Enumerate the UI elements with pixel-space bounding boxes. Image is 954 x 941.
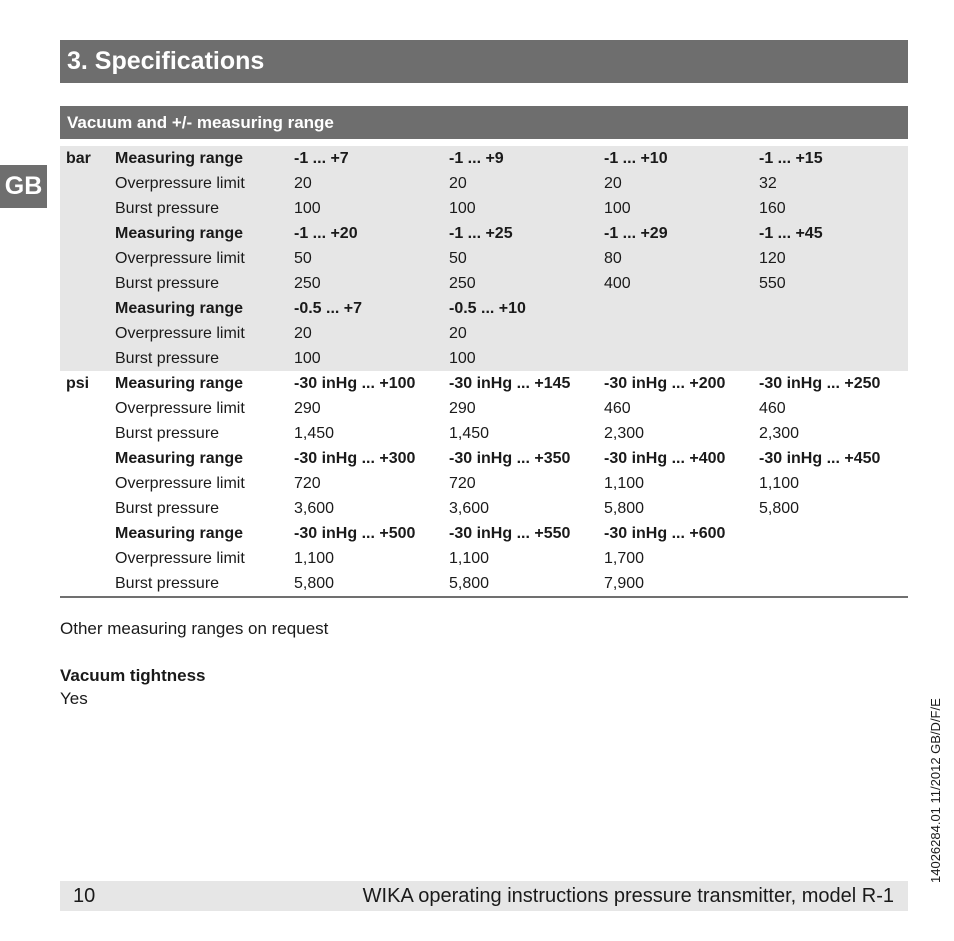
value-cell: 32 <box>759 171 908 196</box>
value-cell: -30 inHg ... +500 <box>294 524 416 542</box>
value-cell: -30 inHg ... +145 <box>449 374 571 392</box>
value-cell: -1 ... +10 <box>604 146 759 171</box>
vacuum-tightness-value: Yes <box>60 689 88 708</box>
value-cell: 7,900 <box>604 571 759 597</box>
unit-cell <box>60 271 115 296</box>
value-cell: 290 <box>294 399 321 417</box>
value-cell: 2,300 <box>759 424 800 442</box>
value-cell: 5,800 <box>449 571 604 597</box>
table-row <box>60 246 908 271</box>
value-cell: 100 <box>449 346 604 371</box>
value-cell: 120 <box>759 246 908 271</box>
value-cell: 550 <box>759 271 908 296</box>
value-cell <box>604 321 759 346</box>
unit-cell <box>60 246 115 271</box>
unit-cell <box>60 496 115 521</box>
value-cell: 720 <box>294 474 321 492</box>
value-cell: -30 inHg ... +100 <box>294 374 416 392</box>
value-cell: 400 <box>604 271 759 296</box>
value-cell: -30 inHg ... +550 <box>449 524 571 542</box>
value-cell: 100 <box>294 346 449 371</box>
value-cell: 1,100 <box>449 549 490 567</box>
row-label: Burst pressure <box>115 424 220 442</box>
row-label: Overpressure limit <box>115 171 294 196</box>
language-tab: GB <box>0 165 47 208</box>
value-cell: -1 ... +7 <box>294 146 449 171</box>
row-label: Measuring range <box>115 296 294 321</box>
table-row <box>60 496 908 521</box>
table-row <box>60 471 908 496</box>
unit-cell <box>60 446 115 471</box>
row-label: Burst pressure <box>115 196 294 221</box>
value-cell: 5,800 <box>604 499 645 517</box>
value-cell <box>759 546 908 571</box>
value-cell: -30 inHg ... +200 <box>604 374 726 392</box>
value-cell: 1,700 <box>604 549 645 567</box>
vacuum-tightness-title: Vacuum tightness <box>60 666 206 685</box>
unit-cell <box>60 571 115 597</box>
row-label: Measuring range <box>115 524 244 542</box>
value-cell: 1,450 <box>294 424 335 442</box>
value-cell: 100 <box>604 196 759 221</box>
value-cell: -0.5 ... +10 <box>449 296 604 321</box>
row-label: Burst pressure <box>115 499 220 517</box>
row-label: Overpressure limit <box>115 321 294 346</box>
value-cell: 5,800 <box>759 499 800 517</box>
value-cell: 20 <box>604 171 759 196</box>
value-cell: 5,800 <box>294 571 449 597</box>
value-cell: 20 <box>449 171 604 196</box>
value-cell: -30 inHg ... +350 <box>449 449 571 467</box>
value-cell <box>759 346 908 371</box>
value-cell: 20 <box>449 321 604 346</box>
table-row <box>60 346 908 371</box>
table-row <box>60 171 908 196</box>
table-row <box>60 421 908 446</box>
table-row <box>60 396 908 421</box>
value-cell <box>759 321 908 346</box>
table-row <box>60 546 908 571</box>
row-label: Measuring range <box>115 221 294 246</box>
value-cell: 2,300 <box>604 424 645 442</box>
row-label: Overpressure limit <box>115 549 245 567</box>
row-label: Measuring range <box>115 449 244 467</box>
unit-cell <box>60 171 115 196</box>
unit-cell <box>60 471 115 496</box>
value-cell <box>604 346 759 371</box>
value-cell: -30 inHg ... +400 <box>604 449 726 467</box>
value-cell: -1 ... +25 <box>449 221 604 246</box>
table-row <box>60 271 908 296</box>
value-cell: 1,450 <box>449 424 490 442</box>
value-cell: 290 <box>449 399 476 417</box>
value-cell: 1,100 <box>759 474 800 492</box>
table-row <box>60 196 908 221</box>
unit-cell <box>60 321 115 346</box>
value-cell: 250 <box>449 271 604 296</box>
row-label: Overpressure limit <box>115 399 245 417</box>
note-text: Other measuring ranges on request <box>60 619 329 638</box>
value-cell: 80 <box>604 246 759 271</box>
footer-title: WIKA operating instructions pressure transmitter, model R-1 <box>362 885 894 907</box>
value-cell: 250 <box>294 271 449 296</box>
value-cell: 460 <box>604 399 631 417</box>
value-cell: 50 <box>294 246 449 271</box>
value-cell <box>759 296 908 321</box>
value-cell: 460 <box>759 399 786 417</box>
row-label: Overpressure limit <box>115 246 294 271</box>
table-row <box>60 221 908 246</box>
value-cell: 50 <box>449 246 604 271</box>
table-body <box>60 146 908 597</box>
table-title: Vacuum and +/- measuring range <box>60 106 908 139</box>
unit-cell <box>60 221 115 246</box>
measuring-range-table <box>60 146 908 598</box>
table-row <box>60 146 908 171</box>
value-cell: 20 <box>294 321 449 346</box>
value-cell: -1 ... +20 <box>294 221 449 246</box>
table-row <box>60 571 908 597</box>
unit-cell <box>60 196 115 221</box>
value-cell: 3,600 <box>449 499 490 517</box>
unit-cell <box>60 296 115 321</box>
value-cell: 100 <box>449 196 604 221</box>
unit-cell <box>60 546 115 571</box>
value-cell: -30 inHg ... +300 <box>294 449 416 467</box>
value-cell: 1,100 <box>604 474 645 492</box>
value-cell: 20 <box>294 171 449 196</box>
unit-cell: psi <box>66 374 90 392</box>
table-row <box>60 371 908 396</box>
table-row <box>60 521 908 546</box>
value-cell: 3,600 <box>294 499 335 517</box>
row-label: Measuring range <box>115 146 294 171</box>
row-label: Burst pressure <box>115 271 294 296</box>
value-cell: -1 ... +9 <box>449 146 604 171</box>
unit-cell <box>60 346 115 371</box>
unit-cell <box>60 521 115 546</box>
value-cell: -0.5 ... +7 <box>294 296 449 321</box>
page-number: 10 <box>73 885 96 907</box>
row-label: Overpressure limit <box>115 474 245 492</box>
value-cell <box>604 296 759 321</box>
table-row <box>60 446 908 471</box>
unit-cell <box>60 421 115 446</box>
value-cell: 100 <box>294 196 449 221</box>
row-label: Burst pressure <box>115 346 294 371</box>
unit-cell: bar <box>60 146 115 171</box>
value-cell: -1 ... +15 <box>759 146 908 171</box>
row-label: Measuring range <box>115 374 244 392</box>
value-cell: -30 inHg ... +250 <box>759 374 881 392</box>
section-title: 3. Specifications <box>60 40 908 83</box>
value-cell: 720 <box>449 474 476 492</box>
value-cell: 160 <box>759 196 908 221</box>
value-cell: -30 inHg ... +450 <box>759 449 881 467</box>
unit-cell <box>60 396 115 421</box>
value-cell <box>759 571 908 597</box>
document-code: 14026284.01 11/2012 GB/D/F/E <box>928 698 943 883</box>
row-label: Burst pressure <box>115 571 294 597</box>
table-row <box>60 296 908 321</box>
table-row <box>60 321 908 346</box>
value-cell: -30 inHg ... +600 <box>604 524 726 542</box>
value-cell: -1 ... +45 <box>759 221 908 246</box>
page-footer <box>60 881 908 911</box>
value-cell: 1,100 <box>294 549 335 567</box>
value-cell <box>759 521 908 546</box>
value-cell: -1 ... +29 <box>604 221 759 246</box>
